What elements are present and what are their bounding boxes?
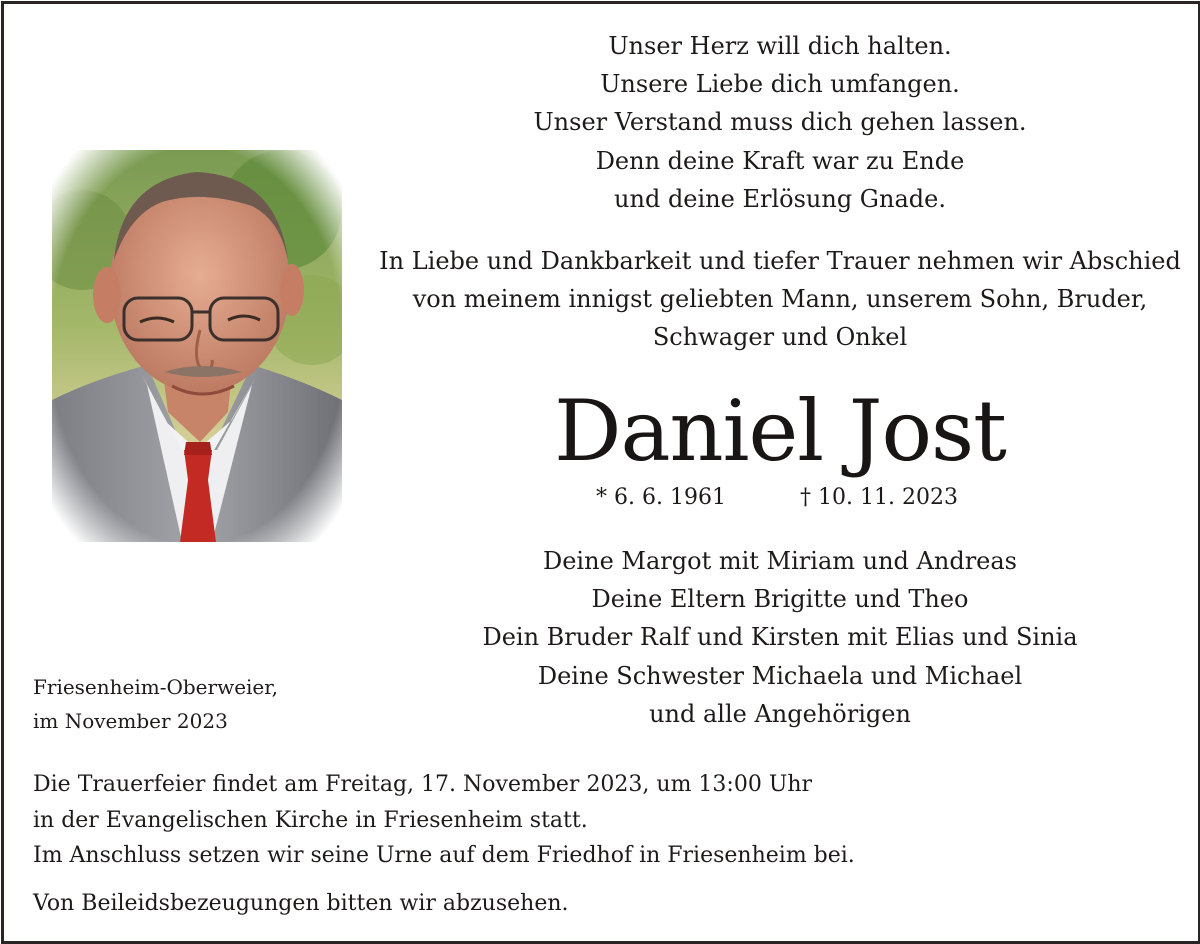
place-line: im November 2023 — [33, 709, 228, 733]
death-date: † 10. 11. 2023 — [800, 485, 958, 510]
memorial-verse — [370, 27, 1190, 218]
birth-date: * 6. 6. 1961 — [596, 485, 726, 510]
place-line: Friesenheim-Oberweier, — [33, 675, 278, 699]
intro-line: von meinem innigst geliebten Mann, unserem Sohn, Bruder, — [412, 285, 1148, 314]
family-signatures — [370, 542, 1190, 733]
funeral-details — [33, 767, 855, 874]
family-line: Deine Margot mit Miriam und Andreas — [542, 547, 1017, 575]
verse-line: Denn deine Kraft war zu Ende — [595, 146, 965, 175]
funeral-line: in der Evangelischen Kirche in Friesenheim statt. — [33, 807, 588, 833]
funeral-line: Im Anschluss setzen wir seine Urne auf dem Friedhof in Friesenheim bei. — [33, 843, 855, 868]
intro-line: In Liebe und Dankbarkeit und tiefer Trauer nehmen wir Abschied — [379, 247, 1181, 275]
intro-line: Schwager und Onkel — [652, 323, 908, 352]
funeral-line: Die Trauerfeier findet am Freitag, 17. November 2023, um 13:00 Uhr — [33, 772, 813, 797]
verse-line: und deine Erlösung Gnade. — [614, 184, 946, 213]
life-dates — [370, 480, 1190, 516]
family-line: Dein Bruder Ralf und Kirsten mit Elias und Sinia — [482, 623, 1078, 652]
portrait-photo — [52, 150, 342, 542]
farewell-intro — [370, 242, 1190, 357]
family-line: und alle Angehörigen — [649, 699, 911, 728]
family-line: Deine Schwester Michaela und Michael — [537, 661, 1023, 690]
verse-line: Unsere Liebe dich umfangen. — [600, 70, 960, 99]
verse-line: Unser Verstand muss dich gehen lassen. — [533, 108, 1027, 137]
verse-line: Unser Herz will dich halten. — [608, 32, 952, 60]
condolence-note: Von Beileidsbezeugungen bitten wir abzusehen. — [33, 891, 569, 916]
family-line: Deine Eltern Brigitte und Theo — [591, 585, 969, 614]
deceased-name: Daniel Jost — [554, 382, 1006, 480]
place-and-date — [33, 670, 278, 738]
